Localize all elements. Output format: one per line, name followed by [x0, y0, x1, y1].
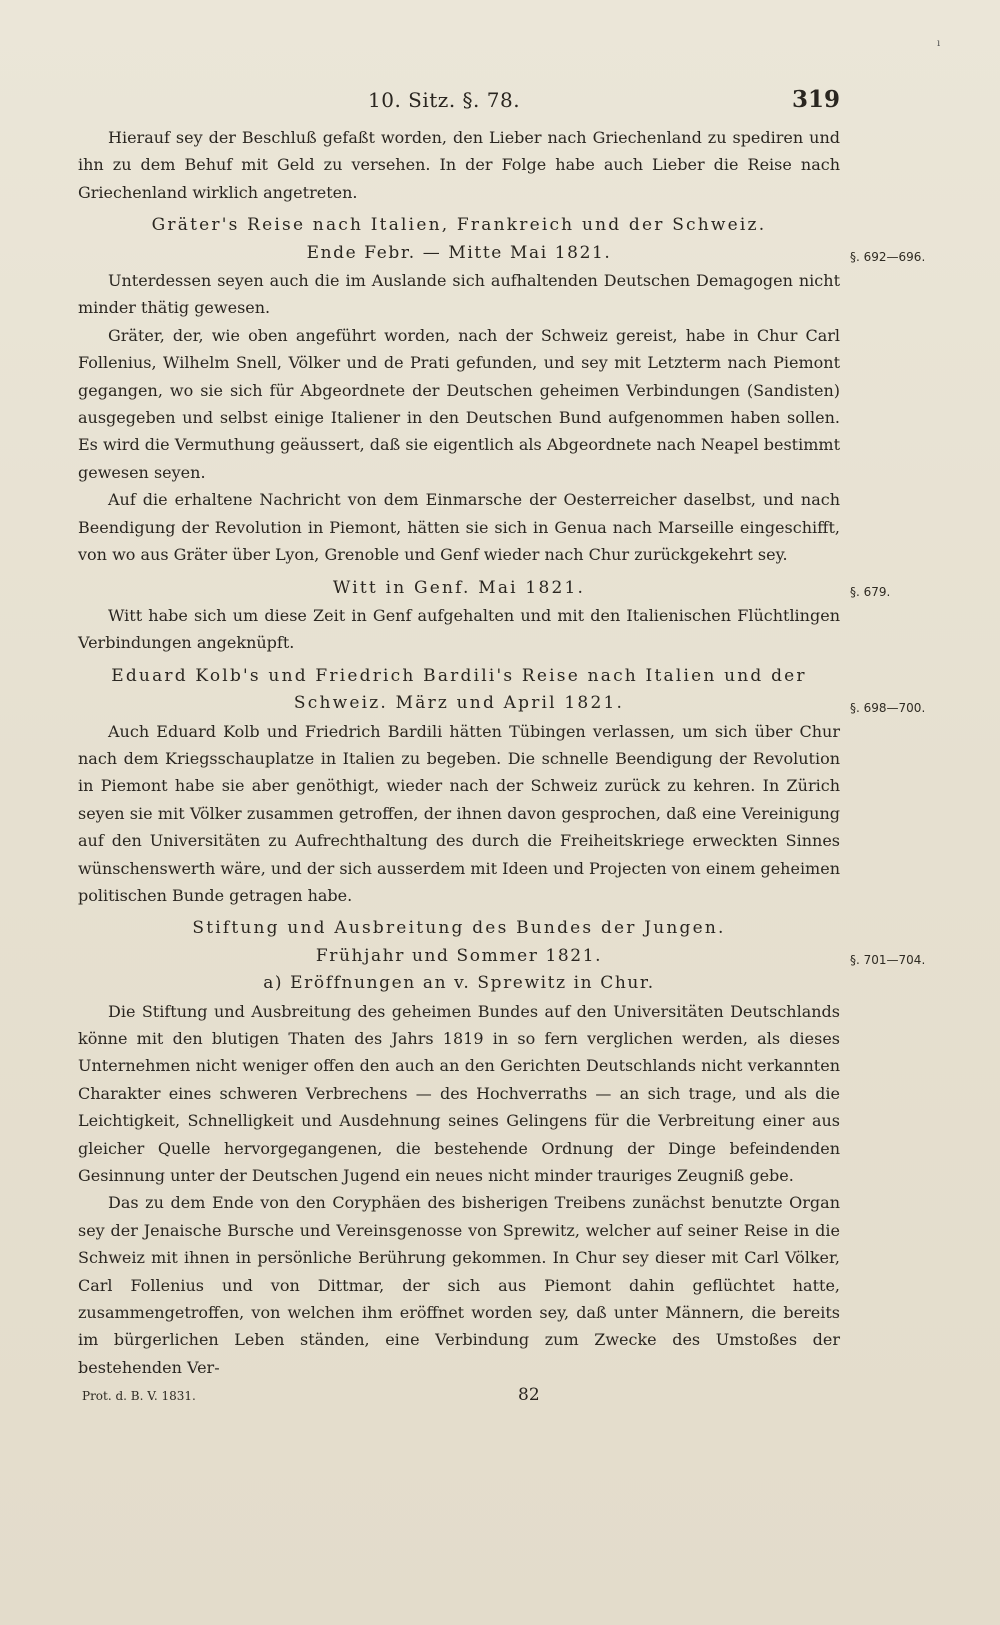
paragraph-8: Das zu dem Ende von den Coryphäen des bisherigen Treibens zunächst benutzte Organ sey der Jenaische Bursche und Vereinsgenosse von Sprewitz, welcher auf seiner Reise in die Schweiz mit ihnen in persönliche Berührung gekommen. In Chur sey dieser mit Carl Völker, Carl Follenius und von Dittmar, der sich aus Piemont dahin geflüchtet hatte, zusammengetroffen, von welchen ihm eröffnet worden sey, daß unter Männern, die bereits im bürgerlichen Leben ständen, eine Verbindung zum Zwecke des Umstoßes der bestehenden Ver-: [78, 1193, 840, 1377]
page-header: [78, 84, 840, 124]
paragraph-5: Witt habe sich um diese Zeit in Genf aufgehalten und mit den Italienischen Flüchtlingen Verbindungen angeknüpft.: [78, 605, 840, 653]
margin-reference: §. 698—700.: [850, 700, 926, 715]
paragraph-3: Gräter, der, wie oben angeführt worden, nach der Schweiz gereist, habe in Chur Carl Follenius, Wilhelm Snell, Völker und de Prati gefunden, und sey mit Letzterm nach Piemont gegangen, wo sie sich für Abgeordnete der Deutschen geheimen Verbindungen (Sandisten) ausgegeben und selbst einige Italiener in den Deutschen Bund aufgenommen haben sollen. Es wird die Vermuthung geäussert, daß sie eigentlich als Abgeordnete nach Neapel bestimmt gewesen seyen.: [78, 325, 840, 482]
page-footer: [78, 1383, 840, 1411]
section-heading-kolb: [78, 663, 926, 718]
paragraph-6: Auch Eduard Kolb und Friedrich Bardili hätten Tübingen verlassen, um sich über Chur nach dem Kriegsschauplatze in Italien zu begeben. Die schnelle Beendigung der Revolution in Piemont habe sie aber genöthigt, wieder nach der Schweiz zurück zu kehren. In Zürich seyen sie mit Völker zusammen getroffen, der ihnen davon gesprochen, daß eine Vereinigung auf den Universitäten zu Aufrechthaltung des durch die Freiheitskriege erweckten Sinnes wünschenswerth wäre, und der sich ausserdem mit Ideen und Projecten von einem geheimen politischen Bunde getragen habe.: [78, 721, 840, 905]
subsection-title: a) Eröffnungen an v. Sprewitz in Chur.: [263, 973, 655, 994]
page-number: 319: [791, 86, 840, 113]
section-date: Ende Febr. — Mitte Mai 1821.: [306, 242, 612, 263]
printer-signature: Prot. d. B. V. 1831.: [82, 1389, 196, 1404]
section-title: Stiftung und Ausbreitung des Bundes der Jungen.: [192, 918, 726, 939]
page-content: [78, 84, 926, 1411]
paragraph-2: Unterdessen seyen auch die im Auslande sich aufhaltenden Deutschen Demagogen nicht minder thätig gewesen.: [78, 271, 840, 318]
paragraph-1: Hierauf sey der Beschluß gefaßt worden, den Lieber nach Griechenland zu spediren und ihn zu dem Behuf mit Geld zu versehen. In der Folge habe auch Lieber die Reise nach Griechenland wirklich angetreten.: [78, 128, 840, 202]
paragraph-7: Die Stiftung und Ausbreitung des geheimen Bundes auf den Universitäten Deutschlands könne mit den blutigen Thaten des Jahrs 1819 in so fern verglichen werden, als dieses Unternehmen nicht weniger offen den auch an den Gerichten Deutschlands nicht verkannten Charakter eines schweren Verbrechens — des Hochverraths — an sich trage, und als die Leichtigkeit, Schnelligkeit und Ausdehnung seines Gelingens für die Verbreitung einer aus gleicher Quelle hervorgegangenen, die bestehende Ordnung der Dinge befeindenden Gesinnung unter der Deutschen Jugend ein neues nicht minder trauriges Zeugniß gebe.: [78, 1001, 840, 1186]
paragraph-4: Auf die erhaltene Nachricht von dem Einmarsche der Oesterreicher daselbst, und nach Beendigung der Revolution in Piemont, hätten sie sich in Genua nach Marseille eingeschifft, von wo aus Gräter über Lyon, Grenoble und Genf wieder nach Chur zurückgekehrt sey.: [78, 490, 840, 565]
section-heading-grater: [78, 212, 926, 267]
section-heading-bund: [78, 915, 926, 997]
section-title: Eduard Kolb's und Friedrich Bardili's Reise nach Italien und der Schweiz. März und April 1821.: [111, 665, 807, 714]
margin-reference: §. 701—704.: [850, 953, 926, 968]
margin-reference: §. 692—696.: [850, 250, 926, 265]
edge-mark: ı: [937, 38, 941, 49]
margin-reference: §. 679.: [850, 584, 891, 599]
section-title: Witt in Genf. Mai 1821.: [332, 577, 586, 598]
running-head: 10. Sitz. §. 78.: [368, 88, 521, 112]
section-date: Frühjahr und Sommer 1821.: [315, 945, 603, 966]
section-title: Gräter's Reise nach Italien, Frankreich und der Schweiz.: [151, 215, 767, 236]
section-heading-witt: [78, 575, 891, 602]
signature-mark: 82: [518, 1385, 540, 1406]
